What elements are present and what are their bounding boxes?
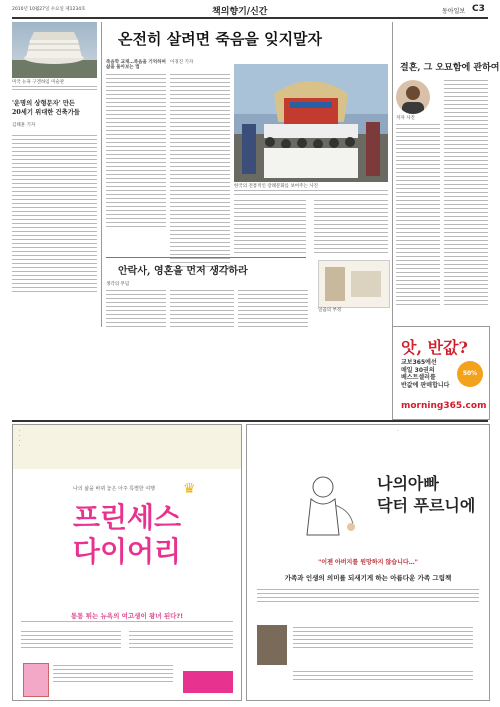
procession-icon — [234, 64, 388, 182]
main-photo-caption: 한국의 전통적인 장례문화를 보여주는 사진 — [234, 184, 318, 189]
princess-diaries-ad[interactable] — [12, 424, 242, 701]
middle-article-col2 — [170, 290, 234, 330]
left-article-body — [12, 135, 97, 295]
guggenheim-photo — [12, 22, 97, 78]
book-cover — [318, 260, 390, 308]
princess-ad-top: 나의 삶을 바꿔 놓은 아주 특별한 여행 — [73, 486, 155, 492]
book-caption: 일곱의 부정 — [318, 308, 342, 313]
morning-ad-title: 앗, 반값? — [401, 338, 468, 357]
paper-name: 동아일보 — [442, 8, 466, 15]
princess-review-1 — [21, 631, 121, 651]
middle-article-col1 — [106, 290, 166, 330]
father-title: 나의아빠 닥터 푸르니에 — [377, 474, 476, 515]
person-icon — [396, 80, 430, 114]
main-article-col2 — [170, 74, 230, 154]
main-subhead: 죽음학 교재…죽음을 기억하며 삶을 돌아보는 법 — [106, 60, 166, 70]
left-byline: 김태훈 기자 — [12, 123, 36, 128]
middle-byline: 생각의 무덤 — [106, 282, 130, 287]
left-photo-caption: 미국 뉴욕 구겐하임 미술관 — [12, 80, 65, 85]
right-article-col2 — [444, 80, 488, 308]
princess-ad-header: · · · · — [13, 425, 241, 469]
right-headline: 결혼, 그 오묘함에 관하여 — [400, 63, 500, 73]
section-title: 책의향기/신간 — [212, 7, 268, 17]
page-number: C3 — [472, 4, 485, 14]
main-byline: 이경진 기자 — [170, 60, 194, 65]
funeral-photo — [234, 64, 388, 182]
father-book-ad[interactable]: · 나의아빠 닥터 푸르니에 "이젠 아버지를 원망하지 않습니다…" 가족과 인생의 의미를 되새기게 하는 아름다운 가족 그림책 — [246, 424, 490, 701]
middle-article-col3 — [238, 290, 308, 330]
discount-badge: 50% — [457, 361, 483, 387]
princess-ad-footer — [183, 671, 233, 693]
princess-tagline: 통통 튀는 뉴욕의 여고생이 왕녀 된다?! — [70, 612, 184, 620]
middle-headline: 안락사, 영혼을 먼저 생각하라 — [118, 266, 248, 277]
father-subtitle: 가족과 인생의 의미를 되새기게 하는 아름다운 가족 그림책 — [284, 574, 452, 582]
princess-book-cover — [23, 663, 49, 697]
morning365-ad[interactable] — [392, 326, 490, 420]
main-article-col5 — [314, 200, 388, 256]
building-icon — [12, 22, 97, 78]
author-label: 저자 사진 — [396, 116, 415, 121]
main-article-col4 — [234, 200, 306, 256]
father-quote: "이젠 아버지를 원망하지 않습니다…" — [318, 559, 418, 566]
author-photo — [396, 80, 430, 114]
morning-ad-copy: 교보365에선 매일 30권의 베스트셀러를 반값에 판매합니다 — [401, 359, 450, 389]
father-review-text — [257, 589, 479, 605]
masthead-rule — [12, 17, 488, 19]
father-author-photo — [257, 625, 287, 665]
princess-crown-icon: ♛ — [183, 481, 196, 497]
main-article-col3 — [170, 150, 230, 270]
morning-ad-url[interactable]: morning365.com — [401, 401, 487, 411]
masthead — [12, 4, 488, 16]
masthead-date: 2010년 10월27일 수요일 제1234호 — [12, 7, 86, 12]
princess-review-2 — [129, 631, 233, 651]
main-headline: 온전히 살려면 죽음을 잊지말자 — [118, 30, 323, 48]
main-article-col1 — [106, 74, 166, 230]
princess-title: 프린세스 다이어리 — [72, 501, 182, 568]
left-headline: '운명의 상형문자' 만든 20세기 위대한 건축가들 — [12, 100, 80, 116]
father-drawing-icon — [281, 465, 365, 549]
father-illustration — [281, 465, 365, 549]
right-article-col1 — [396, 124, 440, 308]
